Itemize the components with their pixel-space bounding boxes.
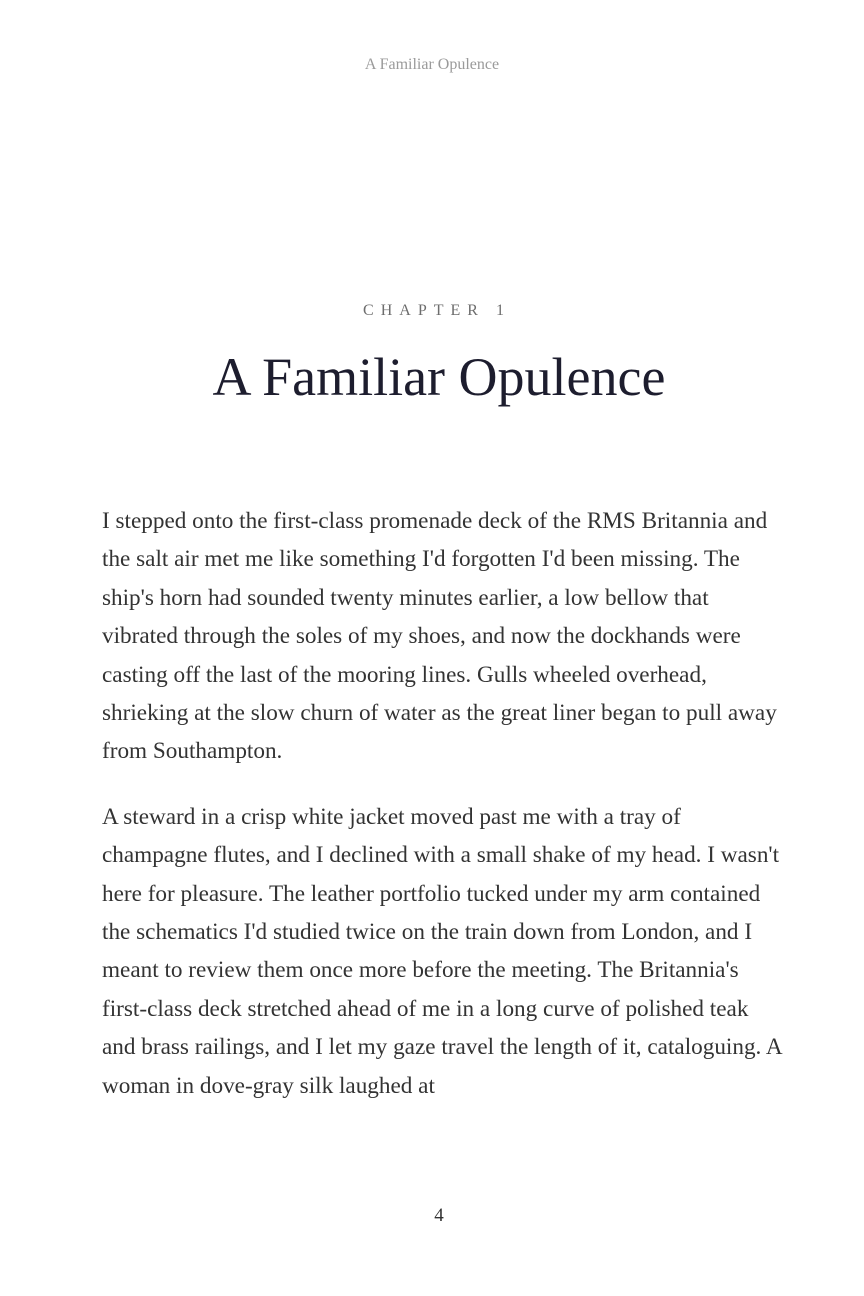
chapter-label: CHAPTER 1	[363, 302, 511, 319]
running-header: A Familiar Opulence	[364, 56, 500, 73]
page-number: 4	[434, 1205, 444, 1226]
chapter-title: A Familiar Opulence	[212, 347, 666, 407]
paragraph: A steward in a crisp white jacket moved past me with a tray of champagne flutes, and I declined with a small shake of my head. I wasn't here for pleasure. The leather portfolio tucked under my arm contained the schematics I'd studied twice on the train down from London, and I meant to review them once more before the meeting. The Britannia's first-class deck stretched ahead of me in a long curve of polished teak and brass railings, and I let my gaze travel the length of it, cataloguing. A woman in dove-gray silk laughed at	[102, 803, 782, 1099]
chapter-body	[102, 502, 786, 1132]
paragraph: I stepped onto the first-class promenade deck of the RMS Britannia and the salt air met me like something I'd forgotten I'd been missing. The ship's horn had sounded twenty minutes earlier, a low bellow that vibrated through the soles of my shoes, and now the dockhands were casting off the last of the mooring lines. Gulls wheeled overhead, shrieking at the slow churn of water as the great liner began to pull away from Southampton.	[102, 508, 777, 765]
